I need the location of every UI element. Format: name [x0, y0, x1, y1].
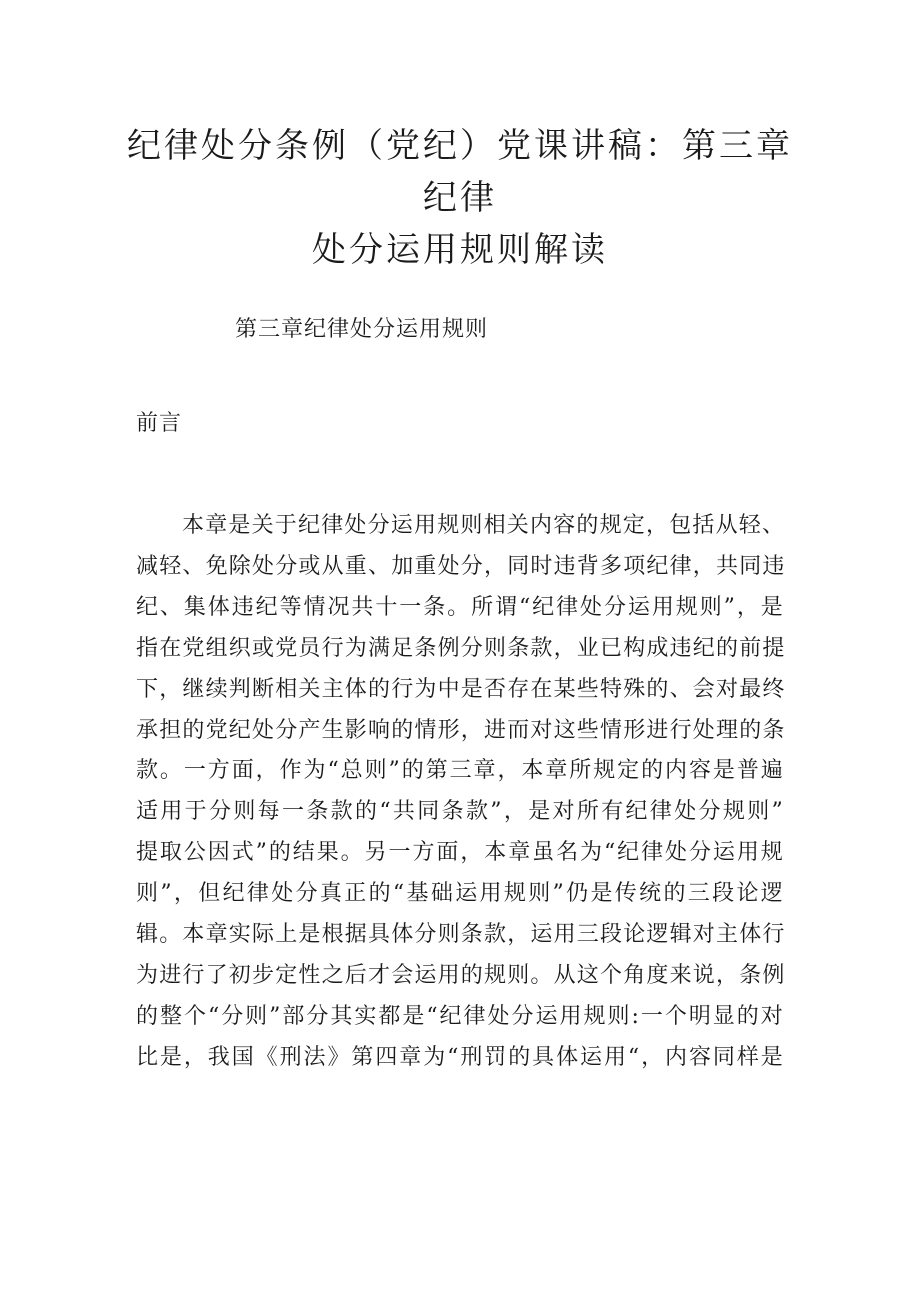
preface-heading: 前言: [136, 411, 183, 436]
body-line: 比是，我国《刑法》第四章为“刑罚的具体运用“，内容同样是: [136, 1044, 784, 1070]
body-line: 下，继续判断相关主体的行为中是否存在某些特殊的、会对最终: [136, 676, 786, 702]
body-line: 指在党组织或党员行为满足条例分则条款，业已构成违纪的前提: [136, 635, 786, 661]
title-line-1: 纪律处分条例（党纪）党课讲稿：第三章纪律: [127, 126, 793, 218]
body-line: 的整个“分则”部分其实都是“纪律处分运用规则:一个明显的对: [136, 1003, 784, 1029]
body-line: 提取公因式”的结果。另一方面，本章虽名为“纪律处分运用规: [136, 840, 784, 866]
body-line: 减轻、免除处分或从重、加重处分，同时违背多项纪律，共同违: [136, 553, 786, 579]
body-line: 承担的党纪处分产生影响的情形，进而对这些情形进行处理的条: [136, 717, 786, 743]
body-line: 纪、集体违纪等情况共十一条。所谓“纪律处分运用规则”，是: [136, 594, 784, 620]
body-line: 辑。本章实际上是根据具体分则条款，运用三段论逻辑对主体行: [136, 922, 786, 948]
body-paragraph: [136, 506, 784, 1079]
body-line: 则”，但纪律处分真正的“基础运用规则”仍是传统的三段论逻: [136, 881, 784, 907]
body-line: 为进行了初步定性之后才会运用的规则。从这个角度来说，条例: [136, 962, 786, 988]
body-line: 款。一方面，作为“总则”的第三章，本章所规定的内容是普遍: [136, 758, 784, 784]
document-title: [120, 120, 800, 276]
body-line: 适用于分则每一条款的“共同条款”，是对所有纪律处分规则”: [136, 799, 784, 825]
title-line-2: 处分运用规则解读: [312, 230, 608, 270]
body-line: 本章是关于纪律处分运用规则相关内容的规定，包括从轻、: [182, 513, 786, 538]
chapter-heading: 第三章纪律处分运用规则: [235, 317, 489, 342]
